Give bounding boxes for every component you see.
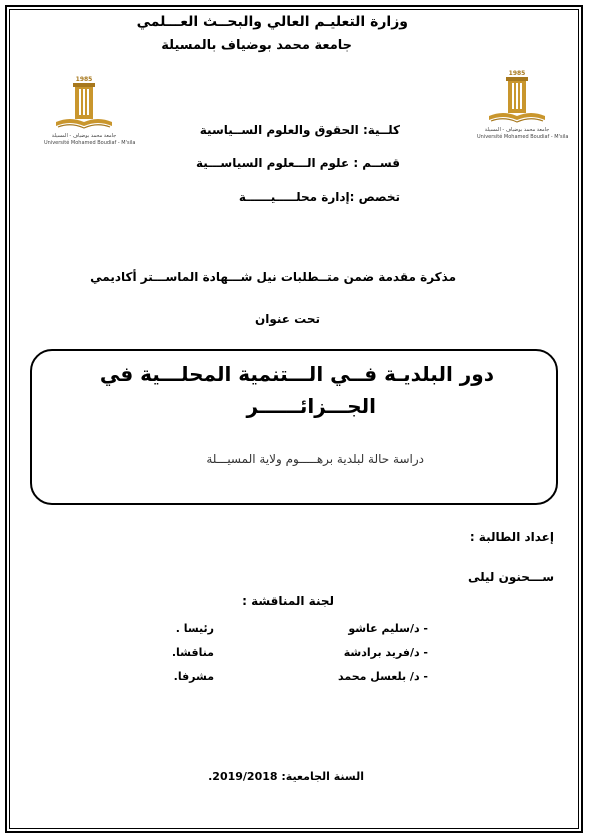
logo-year: 1985 xyxy=(75,76,93,83)
prepared-by-label: إعداد الطالبة : xyxy=(469,530,554,544)
logo-caption-fr: Université Mohamed Boudiaf - M'sila xyxy=(477,134,569,140)
university-logo-left xyxy=(44,76,136,152)
tower-book-icon xyxy=(44,76,124,134)
specialty-line: تخصص :إدارة محلـــــيــــــة xyxy=(238,190,400,204)
committee-member-name: - د/ بلعسل محمد xyxy=(337,670,428,683)
logo-year: 1985 xyxy=(508,70,526,77)
committee-member-role: رئيسا . xyxy=(175,622,214,635)
committee-label: لجنة المناقشة : xyxy=(242,594,334,608)
thesis-title-line2: الجـــزائــــــر xyxy=(246,394,376,418)
logo-caption-fr: Université Mohamed Boudiaf - M'sila xyxy=(44,140,136,146)
academic-year: السنة الجامعية: 2019/2018. xyxy=(208,770,364,783)
logo-caption-ar: جامعة محمد بوضياف - المسيلة xyxy=(51,133,117,139)
faculty-line: كلــية: الحقوق والعلوم الســياسية xyxy=(199,123,400,137)
under-title-label: تحت عنوان xyxy=(254,312,320,326)
department-line: قســم : علوم الـــعلوم السياســـية xyxy=(195,156,400,170)
committee-member-name: - د/فريد برادشة xyxy=(343,646,428,659)
committee-member-role: مشرفا. xyxy=(173,670,214,683)
memo-description: مذكرة مقدمة ضمن متــطلبات نيل شـــهادة الماســـتر أكاديمي xyxy=(90,270,456,284)
logo-caption-ar: جامعة محمد بوضياف - المسيلة xyxy=(484,127,550,133)
student-name: ســـحنون ليلى xyxy=(467,570,554,584)
ministry-name: وزارة التعليـم العالي والبحــث العـــلمي xyxy=(136,14,408,30)
tower-book-icon xyxy=(477,70,557,128)
thesis-subtitle: دراسة حالة لبلدية برهـــــوم ولاية المسيـــلة xyxy=(206,452,424,466)
thesis-title-line1: دور البلديـة فــي الـــتنمية المحلـــية في xyxy=(99,362,494,386)
university-logo-right xyxy=(477,70,569,146)
committee-member-role: مناقشا. xyxy=(171,646,214,659)
committee-member-name: - د/سليم عاشو xyxy=(348,622,428,635)
university-name: جامعة محمد بوضياف بالمسيلة xyxy=(161,38,352,53)
